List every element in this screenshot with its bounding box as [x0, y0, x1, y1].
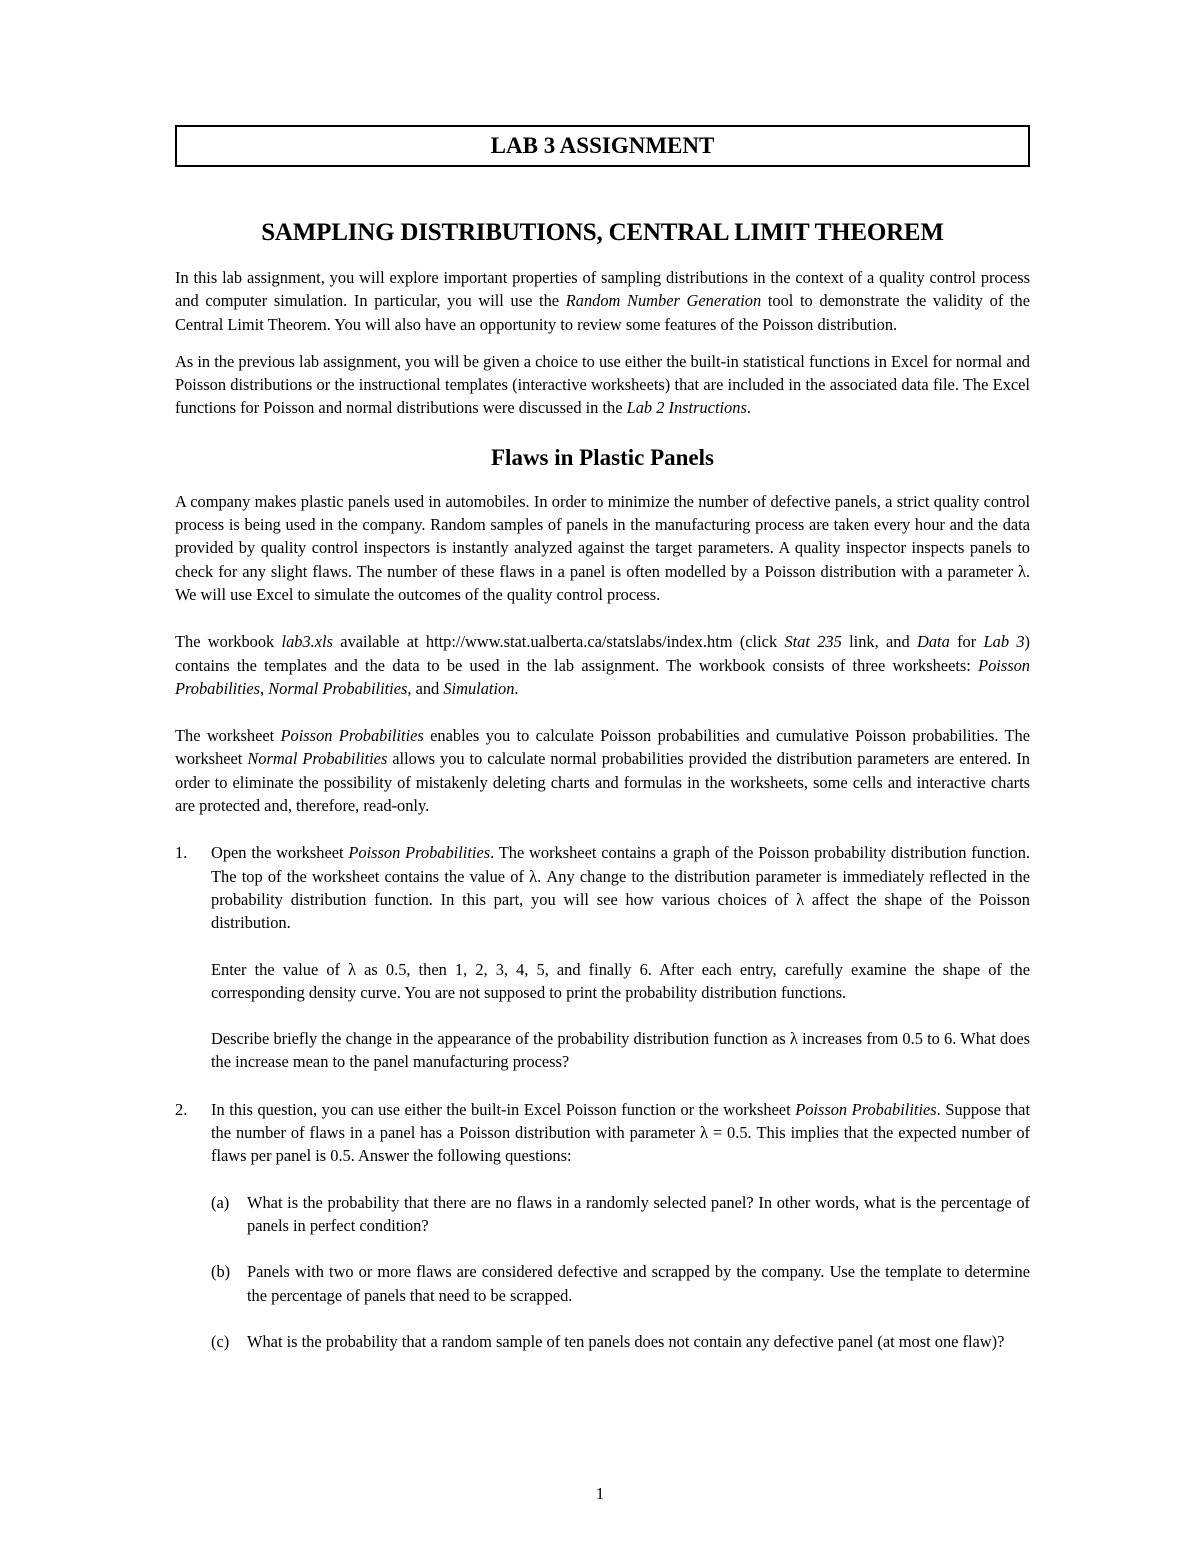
- item-label: (c): [211, 1331, 230, 1351]
- question-2-item-b: [211, 1260, 1030, 1307]
- intro-paragraph-2: As in the previous lab assignment, you will be given a choice to use either the built-in statistical functions in Excel for normal and Poisson distributions or the instructional templates (interactive worksheets) that are included in the associated data file. The Excel functions for Poisson and normal distributions were discussed in the Lab 2 Instructions.: [175, 351, 1030, 418]
- page-number: 1: [595, 1484, 605, 1503]
- question-1-paragraph-2: Enter the value of λ as 0.5, then 1, 2, 3, 4, 5, and finally 6. After each entry, carefully examine the shape of the corresponding density curve. You are not supposed to print the probability distribution functions.: [211, 959, 1030, 1002]
- section-paragraph-3: The worksheet Poisson Probabilities enables you to calculate Poisson probabilities and cumulative Poisson probabilities. The worksheet Normal Probabilities allows you to calculate normal probabilities provided the distribution parameters are entered. In order to eliminate the possibility of mistakenly deleting charts and formulas in the worksheets, some cells and interactive charts are protected and, therefore, read-only.: [175, 726, 1030, 816]
- section-title: Flaws in Plastic Panels: [491, 444, 714, 470]
- intro-paragraph-1: In this lab assignment, you will explore important properties of sampling distributions in the context of a quality control process and computer simulation. In particular, you will use the Random Number Generation tool to demonstrate the validity of the Central Limit Theorem. You will also have an opportunity to review some features of the Poisson distribution.: [175, 268, 1030, 334]
- document-page: [175, 125, 1030, 1353]
- question-2: [175, 1098, 1030, 1353]
- section-paragraph-1: A company makes plastic panels used in automobiles. In order to minimize the number of defective panels, a strict quality control process is being used in the company. Random samples of panels in the manufacturing process are taken every hour and the data provided by quality control inspectors is instantly analyzed against the target parameters. A quality inspector inspects panels to check for any slight flaws. The number of these flaws in a panel is often modelled by a Poisson distribution with a parameter λ. We will use Excel to simulate the outcomes of the quality control process.: [175, 491, 1030, 604]
- question-2-number: 2.: [175, 1099, 188, 1119]
- question-2-item-a: [211, 1191, 1030, 1238]
- item-text: What is the probability that a random sample of ten panels does not contain any defective panel (at most one flaw)?: [247, 1331, 1005, 1351]
- item-label: (a): [211, 1192, 230, 1212]
- item-text: Panels with two or more flaws are considered defective and scrapped by the company. Use the template to determine the percentage of panels that need to be scrapped.: [247, 1262, 1030, 1305]
- item-label: (b): [211, 1262, 231, 1282]
- question-1-number: 1.: [175, 843, 188, 863]
- question-2-text: In this question, you can use either the built-in Excel Poisson function or the worksheet Poisson Probabilities. Suppose that the number of flaws in a panel has a Poisson distribution with parameter λ = 0.5. This implies that the expected number of flaws per panel is 0.5. Answer the following questions:: [211, 1099, 1031, 1166]
- item-text: What is the probability that there are no flaws in a randomly selected panel? In other words, what is the percentage of panels in perfect condition?: [247, 1192, 1030, 1235]
- main-title: SAMPLING DISTRIBUTIONS, CENTRAL LIMIT THEOREM: [261, 219, 944, 246]
- question-1: [175, 841, 1030, 1073]
- lab-title-box: LAB 3 ASSIGNMENT: [175, 125, 1030, 167]
- question-1-text: Open the worksheet Poisson Probabilities. The worksheet contains a graph of the Poisson probability distribution function. The top of the worksheet contains the value of λ. Any change to the distribution parameter is immediately reflected in the probability distribution function. In this part, you will see how various choices of λ affect the shape of the Poisson distribution.: [211, 843, 1030, 933]
- section-paragraph-2: The workbook lab3.xls available at http://www.stat.ualberta.ca/statslabs/index.htm (click Stat 235 link, and Data for Lab 3) contains the templates and the data to be used in the lab assignment. The workbook consists of three worksheets: Poisson Probabilities, Normal Probabilities, and Simulation.: [175, 632, 1030, 698]
- question-2-item-c: [211, 1330, 1030, 1353]
- question-1-paragraph-3: Describe briefly the change in the appearance of the probability distribution function as λ increases from 0.5 to 6. What does the increase mean to the panel manufacturing process?: [211, 1029, 1030, 1072]
